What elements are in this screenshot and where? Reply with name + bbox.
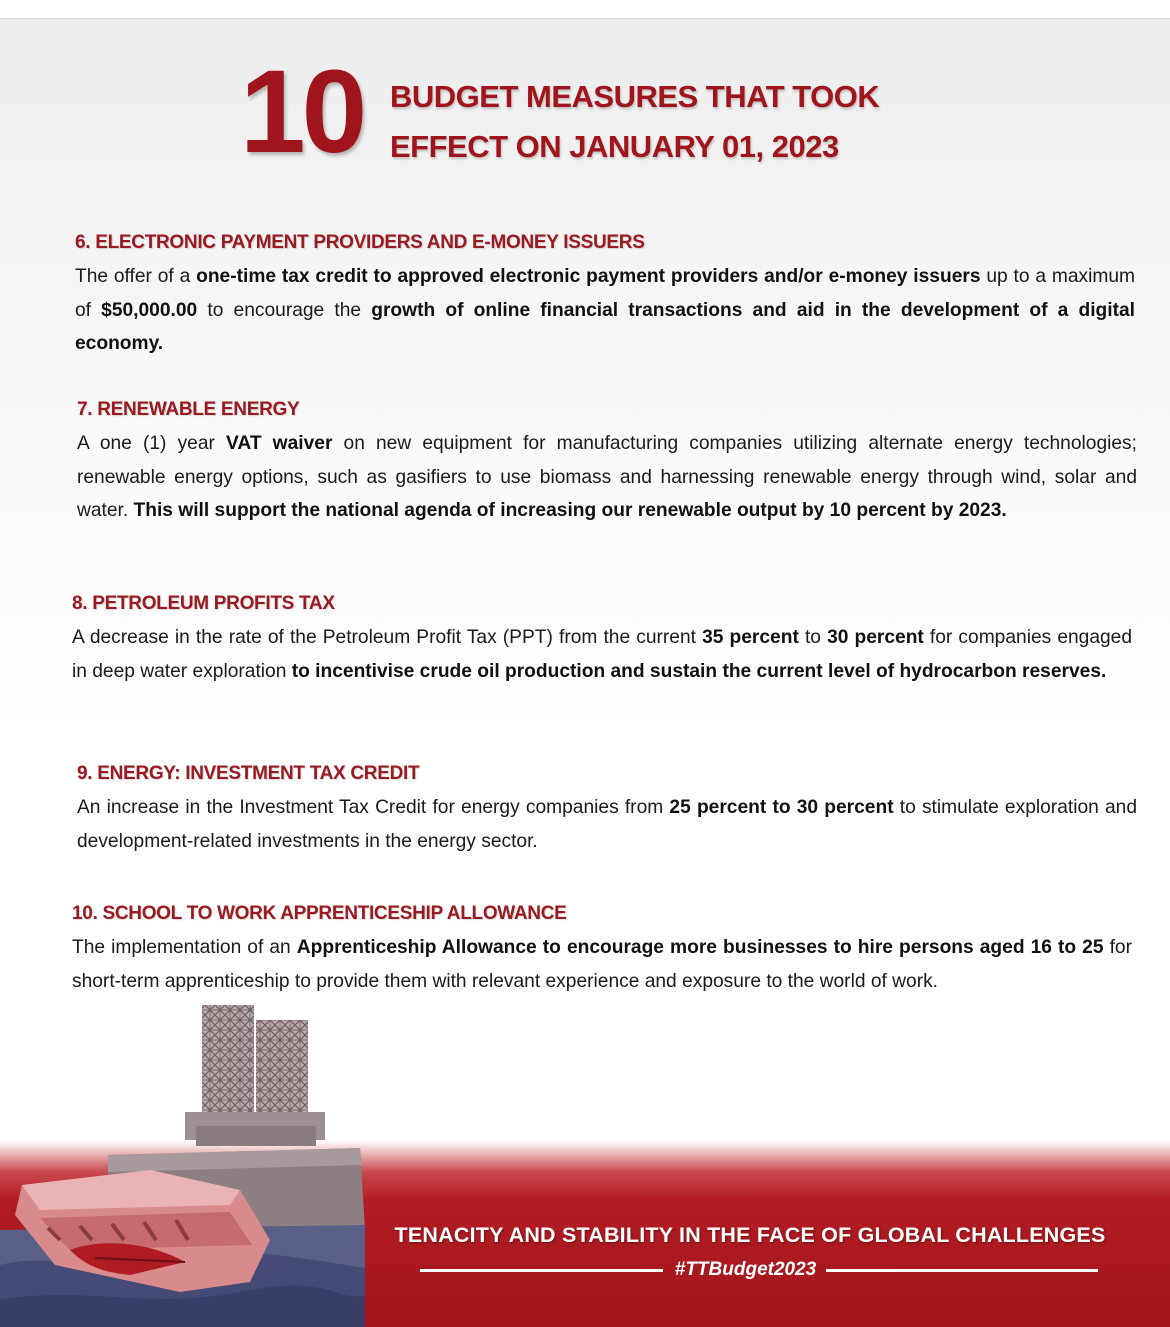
headline-number: 10 xyxy=(240,46,364,178)
section-title: 6. ELECTRONIC PAYMENT PROVIDERS AND E-MONEY ISSUERS xyxy=(75,232,645,253)
headline-line-2: EFFECT ON JANUARY 01, 2023 xyxy=(390,129,839,164)
emphasis-text: This will support the national agenda of increasing our renewable output by 10 percent by 2023. xyxy=(133,500,1007,522)
body-text: to encourage the xyxy=(197,299,372,321)
emphasis-text: to incentivise crude oil production and sustain the current level of hydrocarbon reserves. xyxy=(291,660,1107,682)
emphasis-text: Apprenticeship Allowance to encourage more businesses to hire persons aged 16 to 25 xyxy=(296,937,1104,958)
emphasis-text: $50,000.00 xyxy=(101,299,198,321)
section-title: 9. ENERGY: INVESTMENT TAX CREDIT xyxy=(77,763,420,784)
body-text: for companies engaged in deep water exploration xyxy=(72,627,1133,682)
section-apprenticeship-allowance xyxy=(72,901,1132,998)
body-text: The implementation of an xyxy=(72,937,297,958)
footer-tagline: TENACITY AND STABILITY IN THE FACE OF GLOBAL CHALLENGES xyxy=(394,1223,1106,1247)
emphasis-text: 25 percent to 30 percent xyxy=(669,797,894,818)
hashtag-divider-right xyxy=(826,1269,1098,1272)
headline xyxy=(390,72,879,172)
section-body xyxy=(72,931,1132,998)
section-body xyxy=(77,791,1137,858)
hashtag-divider-left xyxy=(420,1269,663,1272)
body-text: An increase in the Investment Tax Credit for energy companies from xyxy=(77,797,670,818)
emphasis-text: 35 percent xyxy=(702,627,799,648)
body-text: A decrease in the rate of the Petroleum Profit Tax (PPT) from the current xyxy=(72,627,703,648)
body-text: to xyxy=(798,627,828,648)
body-text: to stimulate exploration and development-related investments in the energy sector. xyxy=(77,797,1137,852)
body-text: up to a maximum of xyxy=(75,266,1135,321)
section-title: 7. RENEWABLE ENERGY xyxy=(77,399,300,420)
section-title: 10. SCHOOL TO WORK APPRENTICESHIP ALLOWANCE xyxy=(72,903,567,924)
section-title: 8. PETROLEUM PROFITS TAX xyxy=(72,593,335,614)
emphasis-text: 30 percent xyxy=(827,627,924,648)
section-renewable-energy xyxy=(77,397,1137,528)
body-text: A one (1) year xyxy=(77,433,227,454)
oil-rig-and-ferry-icon xyxy=(0,1000,365,1327)
section-body xyxy=(75,260,1135,361)
body-text: for short-term apprenticeship to provide them with relevant experience and exposure to the world of work. xyxy=(72,937,1132,992)
headline-line-1: BUDGET MEASURES THAT TOOK xyxy=(390,79,880,114)
section-body xyxy=(77,427,1137,528)
section-electronic-payment xyxy=(75,230,1135,361)
emphasis-text: one-time tax credit to approved electronic payment providers and/or e-money issuers xyxy=(196,266,981,287)
body-text: on new equipment for manufacturing companies utilizing alternate energy technologies; renewable energy options, such as gasifiers to use biomass and harnessing renewable energy through wind, solar and water. xyxy=(77,433,1137,522)
section-petroleum-profits-tax xyxy=(72,591,1132,688)
emphasis-text: VAT waiver xyxy=(226,433,333,454)
hashtag-row xyxy=(420,1259,1098,1290)
body-text: The offer of a xyxy=(75,266,197,287)
section-body xyxy=(72,621,1132,688)
emphasis-text: growth of online financial transactions and aid in the development of a digital economy. xyxy=(75,299,1135,355)
hashtag: #TTBudget2023 xyxy=(674,1259,817,1280)
section-investment-tax-credit xyxy=(77,761,1137,858)
